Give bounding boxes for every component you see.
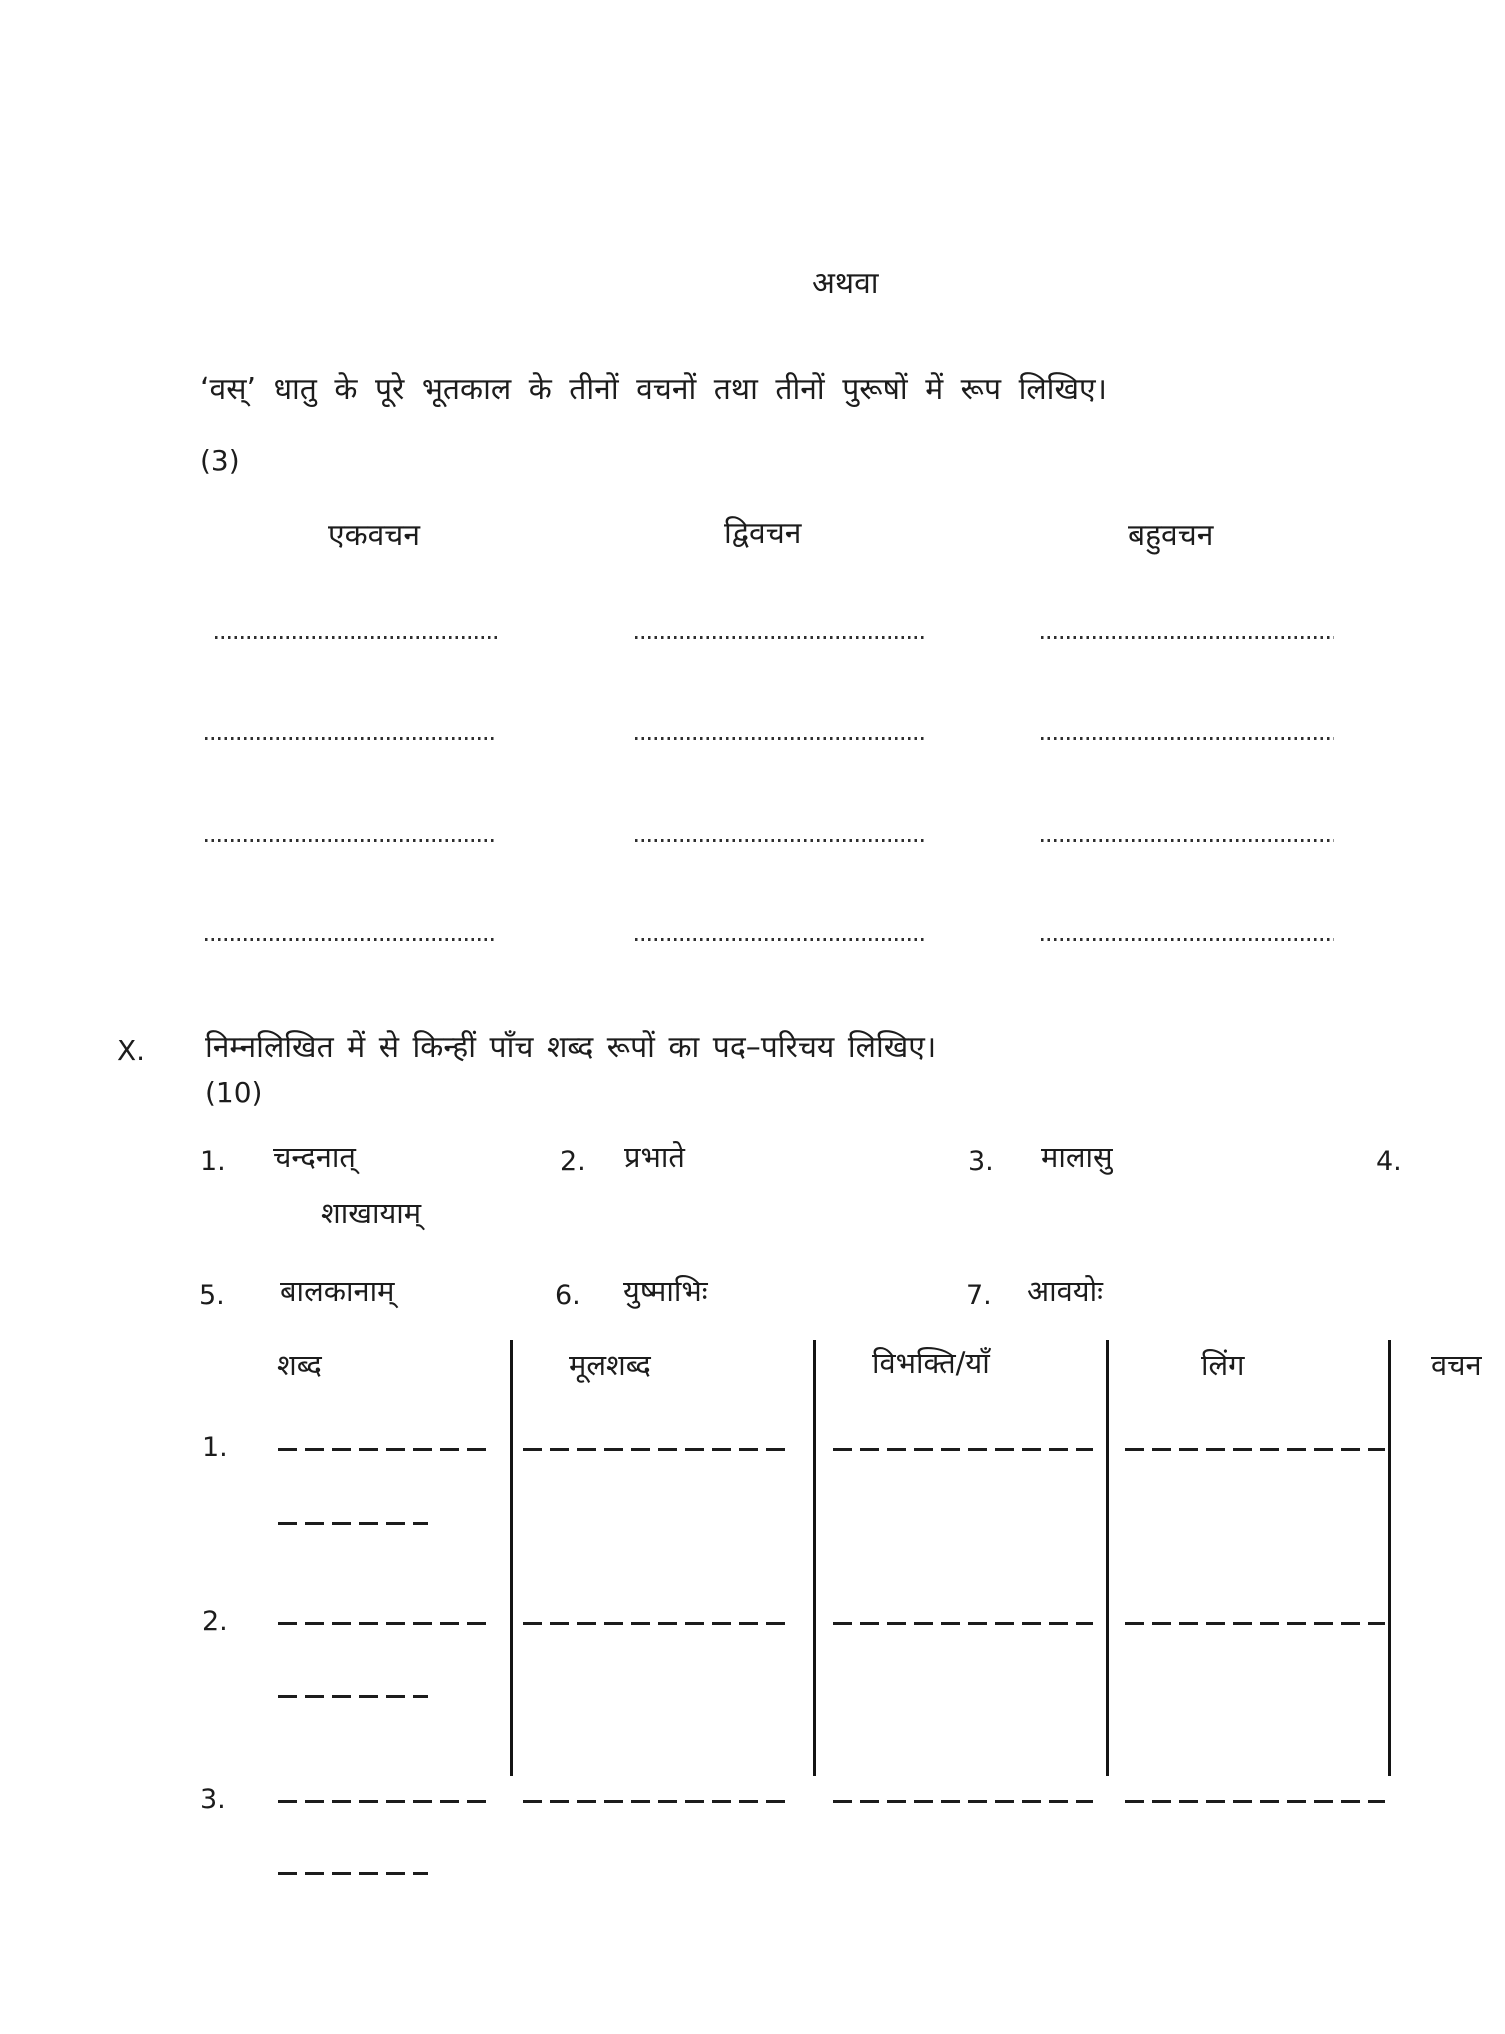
item-word: चन्दनात् (273, 1140, 356, 1174)
item-word: बालकानाम् (280, 1274, 395, 1308)
answer-dash-line (833, 1448, 1093, 1451)
item-number: 1. (200, 1146, 226, 1177)
answer-dash-line (278, 1522, 428, 1525)
item-number: 4. (1376, 1146, 1402, 1177)
answer-dash-line (1125, 1448, 1385, 1451)
table-header-shabd: शब्द (277, 1348, 322, 1382)
item-number: 3. (968, 1146, 994, 1177)
answer-dash-line (523, 1800, 787, 1803)
answer-dash-line (523, 1622, 787, 1625)
table-row-number: 2. (202, 1606, 228, 1637)
answer-dash-line (278, 1622, 490, 1625)
item-word: शाखायाम् (321, 1196, 422, 1230)
answer-dotted-line (635, 839, 927, 842)
answer-dotted-line (205, 839, 495, 842)
table-column-divider (510, 1340, 513, 1776)
or-heading: अथवा (812, 266, 879, 301)
table-column-divider (1388, 1340, 1391, 1776)
answer-dotted-line (1041, 839, 1334, 842)
column-header-singular: एकवचन (328, 518, 421, 553)
answer-dotted-line (635, 737, 927, 740)
answer-dotted-line (635, 938, 927, 941)
item-number: 6. (555, 1280, 581, 1311)
answer-dash-line (278, 1800, 493, 1803)
answer-dotted-line (205, 737, 495, 740)
answer-dash-line (278, 1695, 428, 1698)
q9-marks: (3) (200, 444, 240, 477)
q10-marks: (10) (205, 1076, 263, 1109)
table-row-number: 3. (200, 1784, 226, 1815)
column-header-dual: द्विवचन (724, 516, 802, 551)
answer-dash-line (523, 1448, 787, 1451)
table-header-mulshabd: मूलशब्द (569, 1348, 651, 1382)
answer-dash-line (278, 1448, 490, 1451)
table-header-ling: लिंग (1201, 1348, 1245, 1382)
item-word: युष्माभिः (623, 1274, 708, 1308)
answer-dash-line (1125, 1800, 1385, 1803)
item-number: 5. (199, 1280, 225, 1311)
table-row-number: 1. (202, 1432, 228, 1463)
answer-dash-line (833, 1622, 1093, 1625)
column-header-plural: बहुवचन (1128, 518, 1214, 553)
item-number: 7. (966, 1280, 992, 1311)
table-column-divider (813, 1340, 816, 1776)
answer-dotted-line (635, 636, 927, 639)
table-header-vibhakti: विभक्ति/याँ (872, 1346, 990, 1380)
answer-dotted-line (205, 938, 495, 941)
q10-prompt: निम्नलिखित में से किन्हीं पाँच शब्द रूपों का पद–परिचय लिखिए। (205, 1030, 937, 1065)
answer-dash-line (1125, 1622, 1385, 1625)
answer-dotted-line (1041, 636, 1334, 639)
q9-prompt: ‘वस्’ धातु के पूरे भूतकाल के तीनों वचनों तथा तीनों पुरूषों में रूप लिखिए। (200, 372, 1107, 407)
table-header-vachan: वचन (1431, 1348, 1482, 1382)
q10-number: X. (117, 1034, 146, 1067)
item-number: 2. (560, 1146, 586, 1177)
table-column-divider (1106, 1340, 1109, 1776)
item-word: मालासु (1041, 1140, 1113, 1174)
answer-dash-line (278, 1872, 428, 1875)
answer-dotted-line (215, 636, 498, 639)
item-word: आवयोः (1027, 1274, 1103, 1308)
answer-dash-line (833, 1800, 1093, 1803)
item-word: प्रभाते (624, 1140, 685, 1174)
answer-dotted-line (1041, 737, 1334, 740)
answer-dotted-line (1041, 938, 1334, 941)
